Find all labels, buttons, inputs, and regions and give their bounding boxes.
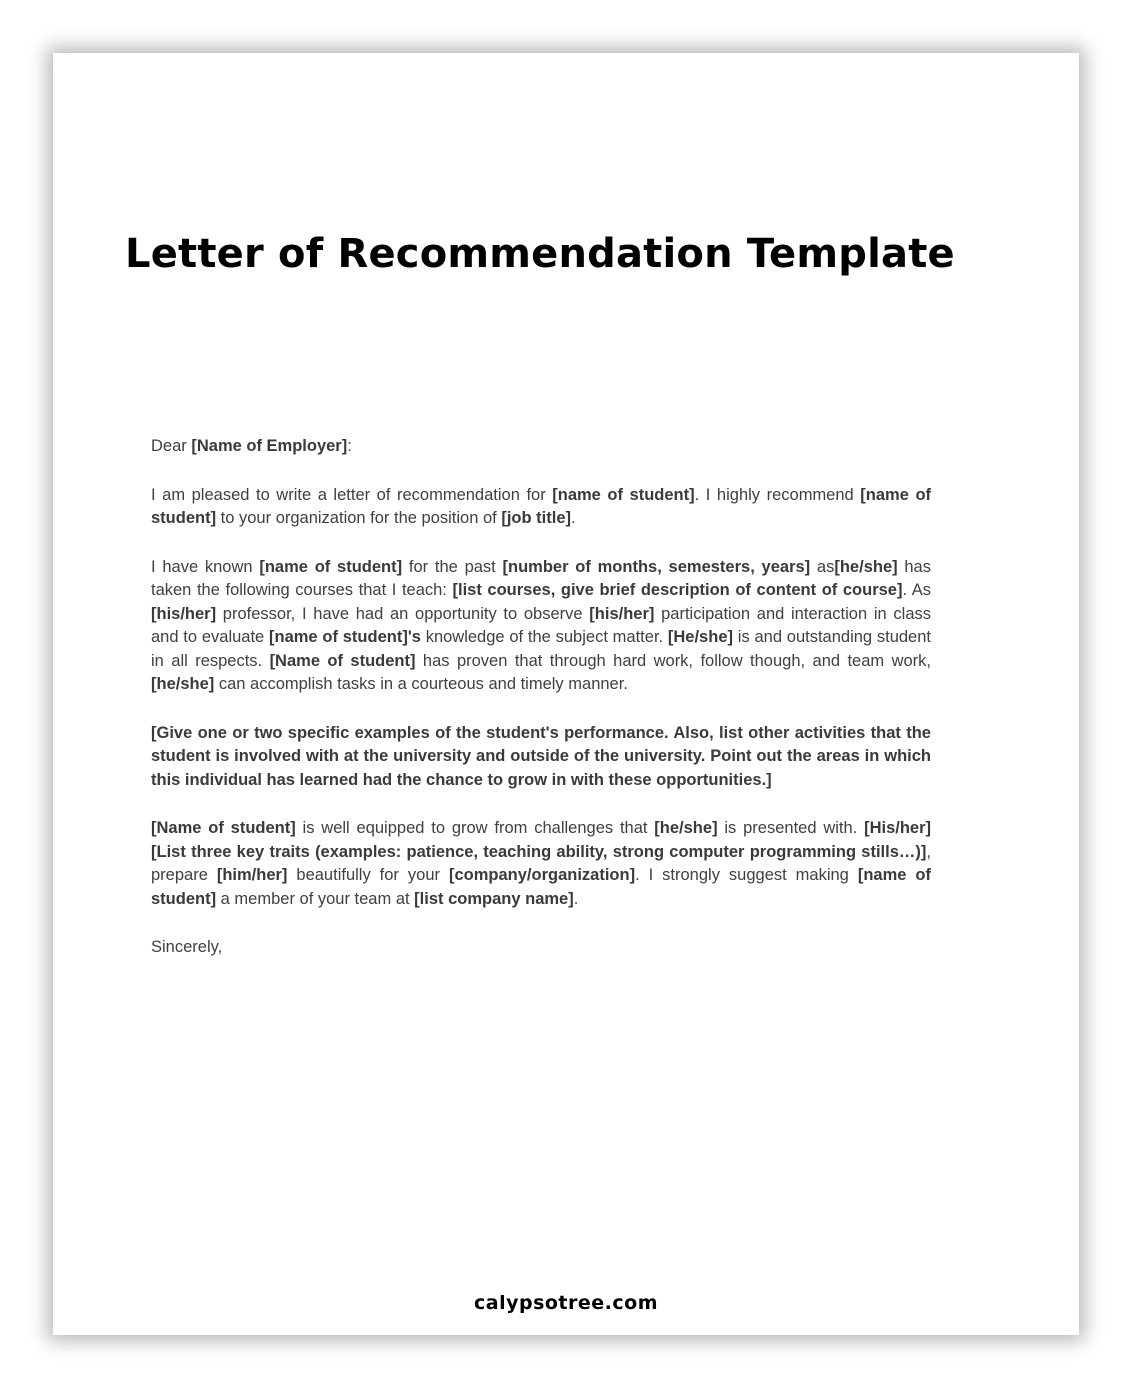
text-run: . As bbox=[902, 581, 931, 599]
text-run: I am pleased to write a letter of recommendation for bbox=[151, 485, 553, 504]
text-run: is well equipped to grow from challenges that bbox=[295, 819, 655, 837]
placeholder: [he/she] bbox=[834, 557, 898, 576]
paragraph-courses bbox=[151, 556, 931, 697]
text-run: can accomplish tasks in a courteous and timely manner. bbox=[214, 675, 628, 693]
employer-placeholder: [Name of Employer] bbox=[191, 437, 348, 455]
text-run: . bbox=[573, 889, 579, 908]
text-run: , prepare bbox=[151, 842, 931, 884]
placeholder: [list company name] bbox=[414, 889, 574, 908]
placeholder: [name of student] bbox=[259, 557, 403, 576]
placeholder: [his/her] bbox=[589, 604, 655, 623]
text-run: for the past bbox=[402, 557, 503, 576]
text-run: as bbox=[810, 557, 835, 576]
text-run: I have known bbox=[151, 557, 260, 576]
letter-body bbox=[151, 435, 931, 985]
paragraph-examples bbox=[151, 722, 931, 793]
text-run: . I strongly suggest making bbox=[635, 866, 858, 884]
text-run: is and outstanding student in all respects. bbox=[151, 628, 931, 670]
placeholder: [company/organization] bbox=[448, 866, 636, 884]
placeholder: [job title] bbox=[501, 509, 571, 527]
placeholder: [He/she] bbox=[667, 628, 733, 646]
placeholder: [him/her] bbox=[216, 866, 288, 884]
text-run: beautifully for your bbox=[287, 866, 449, 884]
paragraph-traits bbox=[151, 817, 931, 911]
salutation-suffix: : bbox=[347, 437, 352, 455]
placeholder: [list courses, give brief description of content of course] bbox=[452, 581, 903, 599]
document-page bbox=[53, 53, 1079, 1335]
text-run: knowledge of the subject matter. bbox=[420, 628, 668, 646]
document-title: Letter of Recommendation Template bbox=[125, 231, 955, 277]
placeholder: [his/her] bbox=[151, 604, 217, 623]
closing: Sincerely, bbox=[151, 938, 223, 956]
text-run: to your organization for the position of bbox=[216, 509, 502, 527]
placeholder: [number of months, semesters, years] bbox=[502, 557, 811, 576]
text-run: participation and interaction in class and to evaluate bbox=[151, 604, 932, 646]
text-run: has taken the following courses that I teach: bbox=[151, 557, 931, 599]
text-run: professor, I have had an opportunity to observe bbox=[216, 604, 590, 623]
placeholder: [he/she] bbox=[654, 819, 718, 837]
site-watermark: calypsotree.com bbox=[473, 1292, 658, 1314]
placeholder: [name of student] bbox=[552, 485, 695, 504]
placeholder: [name of student] bbox=[151, 866, 931, 908]
placeholder: [name of student]'s bbox=[269, 628, 421, 646]
text-run: . bbox=[571, 509, 576, 527]
placeholder: [he/she] bbox=[151, 675, 215, 693]
text-run: . I highly recommend bbox=[694, 485, 861, 504]
placeholder: [His/her] [List three key traits (examples: patience, teaching ability, strong computer programming stills…)] bbox=[151, 819, 932, 861]
salutation bbox=[151, 435, 931, 459]
text-run: a member of your team at bbox=[216, 889, 415, 908]
salutation-prefix: Dear bbox=[151, 437, 192, 455]
placeholder: [Name of student] bbox=[151, 819, 296, 837]
placeholder: [name of student] bbox=[151, 485, 932, 527]
text-run: is presented with. bbox=[717, 819, 865, 837]
placeholder: [Name of student] bbox=[269, 651, 416, 670]
text-run: has proven that through hard work, follow though, and team work, bbox=[415, 651, 932, 670]
paragraph-intro bbox=[151, 484, 931, 531]
examples-placeholder: [Give one or two specific examples of the student's performance. Also, list other activities that the student is involved with at the university and outside of the university. Point out the areas in which this individual has learned had the chance to grow in with these opportunities.] bbox=[151, 723, 931, 789]
